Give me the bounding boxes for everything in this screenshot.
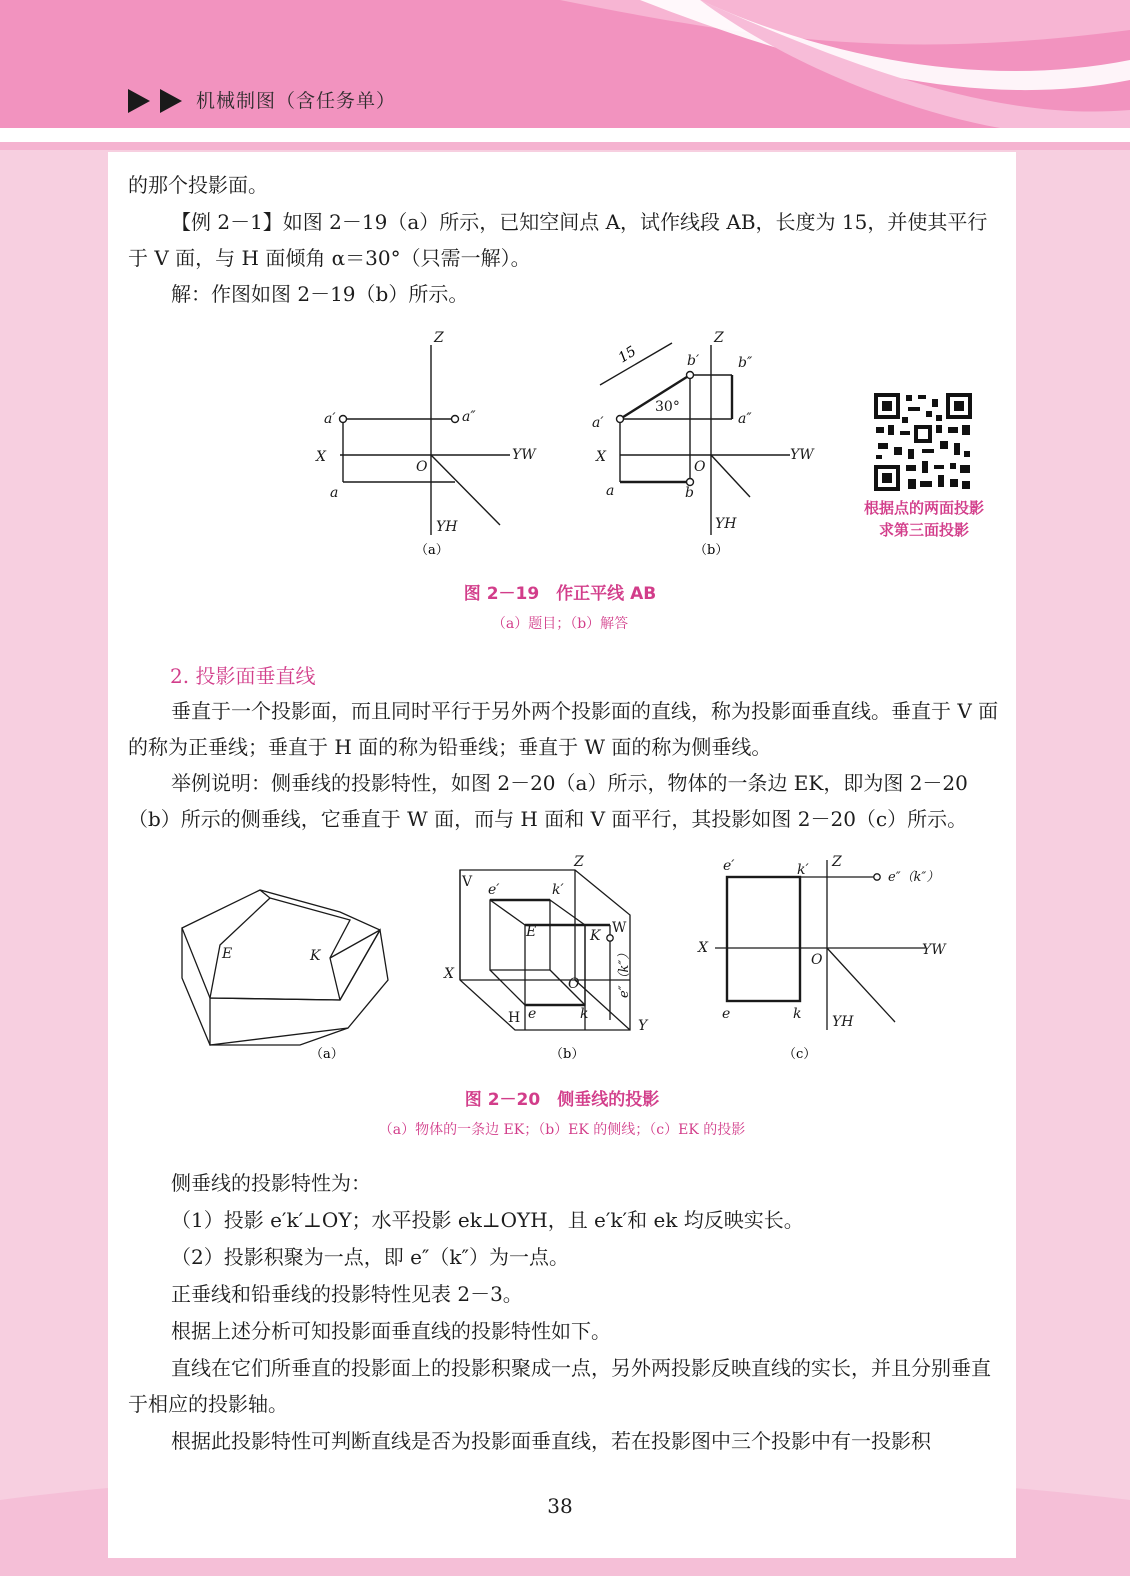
label-x-b: X bbox=[444, 966, 454, 982]
fig-2-19-caption: 图 2－19 作正平线 AB bbox=[463, 584, 657, 604]
label-yh-c: YH bbox=[832, 1014, 854, 1030]
paragraph-summary: 直线在它们所垂直的投影面上的投影积聚成一点，另外两投影反映直线的实长，并且分别垂直于相应的投影轴。 bbox=[128, 1356, 991, 1416]
length-label: 15 bbox=[615, 343, 640, 367]
label-h-plane: H bbox=[508, 1010, 521, 1026]
paragraph-property-1: （1）投影 e′k′⊥OY；水平投影 ek⊥OYH，且 e′k′和 ek 均反映实长。 bbox=[171, 1208, 804, 1232]
figure-2-19a bbox=[340, 345, 511, 535]
header-banner bbox=[0, 0, 1130, 150]
origin-label-b: O bbox=[694, 459, 706, 475]
axis-yh-label-b: YH bbox=[715, 516, 737, 532]
paragraph-example: 举例说明：侧垂线的投影特性，如图 2－20（a）所示，物体的一条边 EK，即为图 2－20（b）所示的侧垂线，它垂直于 W 面，而与 H 面和 V 面平行，其投影如图 2－20（c）所示。 bbox=[128, 771, 968, 831]
point-b2-label: b″ bbox=[738, 355, 753, 371]
axis-x-label: X bbox=[316, 449, 326, 465]
label-e-b: e bbox=[528, 1006, 537, 1022]
edge-k-label: K bbox=[310, 948, 321, 964]
point-a1-label-b: a′ bbox=[592, 415, 604, 431]
paragraph-definition: 垂直于一个投影面，而且同时平行于另外两个投影面的直线，称为投影面垂直线。垂直于 V 面的称为正垂线；垂直于 H 面的称为铅垂线；垂直于 W 面的称为侧垂线。 bbox=[128, 699, 999, 759]
label-E-b: E bbox=[526, 924, 537, 940]
figure-2-20b bbox=[460, 870, 630, 1030]
point-b1-label: b′ bbox=[687, 353, 700, 369]
figure-2-20 bbox=[170, 850, 970, 1070]
edge-e-label: E bbox=[222, 946, 233, 962]
solution: 解：作图如图 2－19（b）所示。 bbox=[171, 282, 469, 306]
axis-z-label: Z bbox=[434, 330, 444, 346]
figure-2-19 bbox=[300, 325, 820, 565]
qr-caption bbox=[848, 497, 1000, 541]
fig-2-20a-label: （a） bbox=[310, 1047, 344, 1062]
label-z-c: Z bbox=[832, 854, 842, 870]
example-2-1: 【例 2－1】如图 2－19（a）所示，已知空间点 A，试作线段 AB，长度为 15，并使其平行于 V 面，与 H 面倾角 α＝30°（只需一解）。 bbox=[128, 210, 988, 270]
axis-yw-label: YW bbox=[512, 447, 536, 463]
figure-2-20c bbox=[715, 860, 925, 1030]
label-y-b: Y bbox=[638, 1018, 648, 1034]
label-v-plane: V bbox=[462, 874, 473, 890]
axis-z-label-b: Z bbox=[714, 330, 724, 346]
figure-2-20a bbox=[182, 890, 388, 1045]
page-header bbox=[0, 0, 1130, 150]
page-number: 38 bbox=[547, 1494, 573, 1518]
book-title: 机械制图（含任务单） bbox=[196, 90, 397, 112]
paragraph-continuation: 的那个投影面。 bbox=[128, 173, 268, 197]
point-a-label-b: a bbox=[606, 483, 615, 499]
axis-x-label-b: X bbox=[596, 449, 606, 465]
point-a2-label: a″ bbox=[462, 409, 476, 425]
fig-2-20-caption: 图 2－20 侧垂线的投影 bbox=[464, 1090, 660, 1110]
paragraph-properties-intro: 侧垂线的投影特性为： bbox=[171, 1171, 371, 1195]
qr-caption-line1: 根据点的两面投影 bbox=[863, 499, 984, 517]
label-e1-b: e′ bbox=[488, 882, 500, 898]
section-heading: 2. 投影面垂直线 bbox=[170, 664, 316, 688]
fig-2-20-subcaption: （a）物体的一条边 EK；（b）EK 的侧线；（c）EK 的投影 bbox=[378, 1122, 746, 1138]
label-K-b: K bbox=[590, 928, 601, 944]
qr-caption-line2: 求第三面投影 bbox=[878, 521, 969, 539]
paragraph-summary-intro: 根据上述分析可知投影面垂直线的投影特性如下。 bbox=[171, 1319, 611, 1343]
label-z-b: Z bbox=[574, 854, 584, 870]
point-a1-label: a′ bbox=[324, 411, 336, 427]
qr-code[interactable] bbox=[872, 391, 974, 493]
label-e1-c: e′ bbox=[723, 858, 735, 874]
fig-2-19-subcaption: （a）题目；（b）解答 bbox=[491, 616, 629, 632]
figure-2-19b bbox=[600, 343, 790, 535]
label-ek2-c: e″（k″） bbox=[888, 870, 940, 885]
paragraph-judgement: 根据此投影特性可判断直线是否为投影面垂直线，若在投影图中三个投影中有一投影积 bbox=[171, 1429, 931, 1453]
axis-yw-label-b: YW bbox=[790, 447, 814, 463]
label-o-b: O bbox=[568, 976, 580, 992]
paragraph-property-2: （2）投影积聚为一点，即 e″（k″）为一点。 bbox=[171, 1245, 569, 1269]
label-k1-b: k′ bbox=[552, 882, 564, 898]
label-k-b: k bbox=[580, 1006, 589, 1022]
label-x-c: X bbox=[698, 940, 708, 956]
point-a-label: a bbox=[330, 485, 339, 501]
paragraph-table-ref: 正垂线和铅垂线的投影特性见表 2－3。 bbox=[171, 1282, 523, 1306]
label-ek2-b: e″（k″） bbox=[617, 946, 632, 998]
origin-label: O bbox=[416, 459, 428, 475]
angle-label: 30° bbox=[655, 399, 680, 415]
point-a2-label-b: a″ bbox=[738, 411, 752, 427]
fig-2-19a-label: （a） bbox=[415, 543, 449, 558]
fig-2-20c-label: （c） bbox=[783, 1047, 817, 1062]
fig-2-19b-label: （b） bbox=[694, 543, 729, 558]
fig-2-20b-label: （b） bbox=[550, 1047, 585, 1062]
label-k-c: k bbox=[793, 1006, 802, 1022]
axis-yh-label: YH bbox=[436, 519, 458, 535]
label-o-c: O bbox=[811, 952, 823, 968]
point-b-label: b bbox=[685, 485, 694, 501]
label-k1-c: k′ bbox=[797, 862, 809, 878]
label-e-c: e bbox=[722, 1006, 731, 1022]
label-w-plane: W bbox=[612, 920, 627, 936]
label-yw-c: YW bbox=[922, 942, 946, 958]
